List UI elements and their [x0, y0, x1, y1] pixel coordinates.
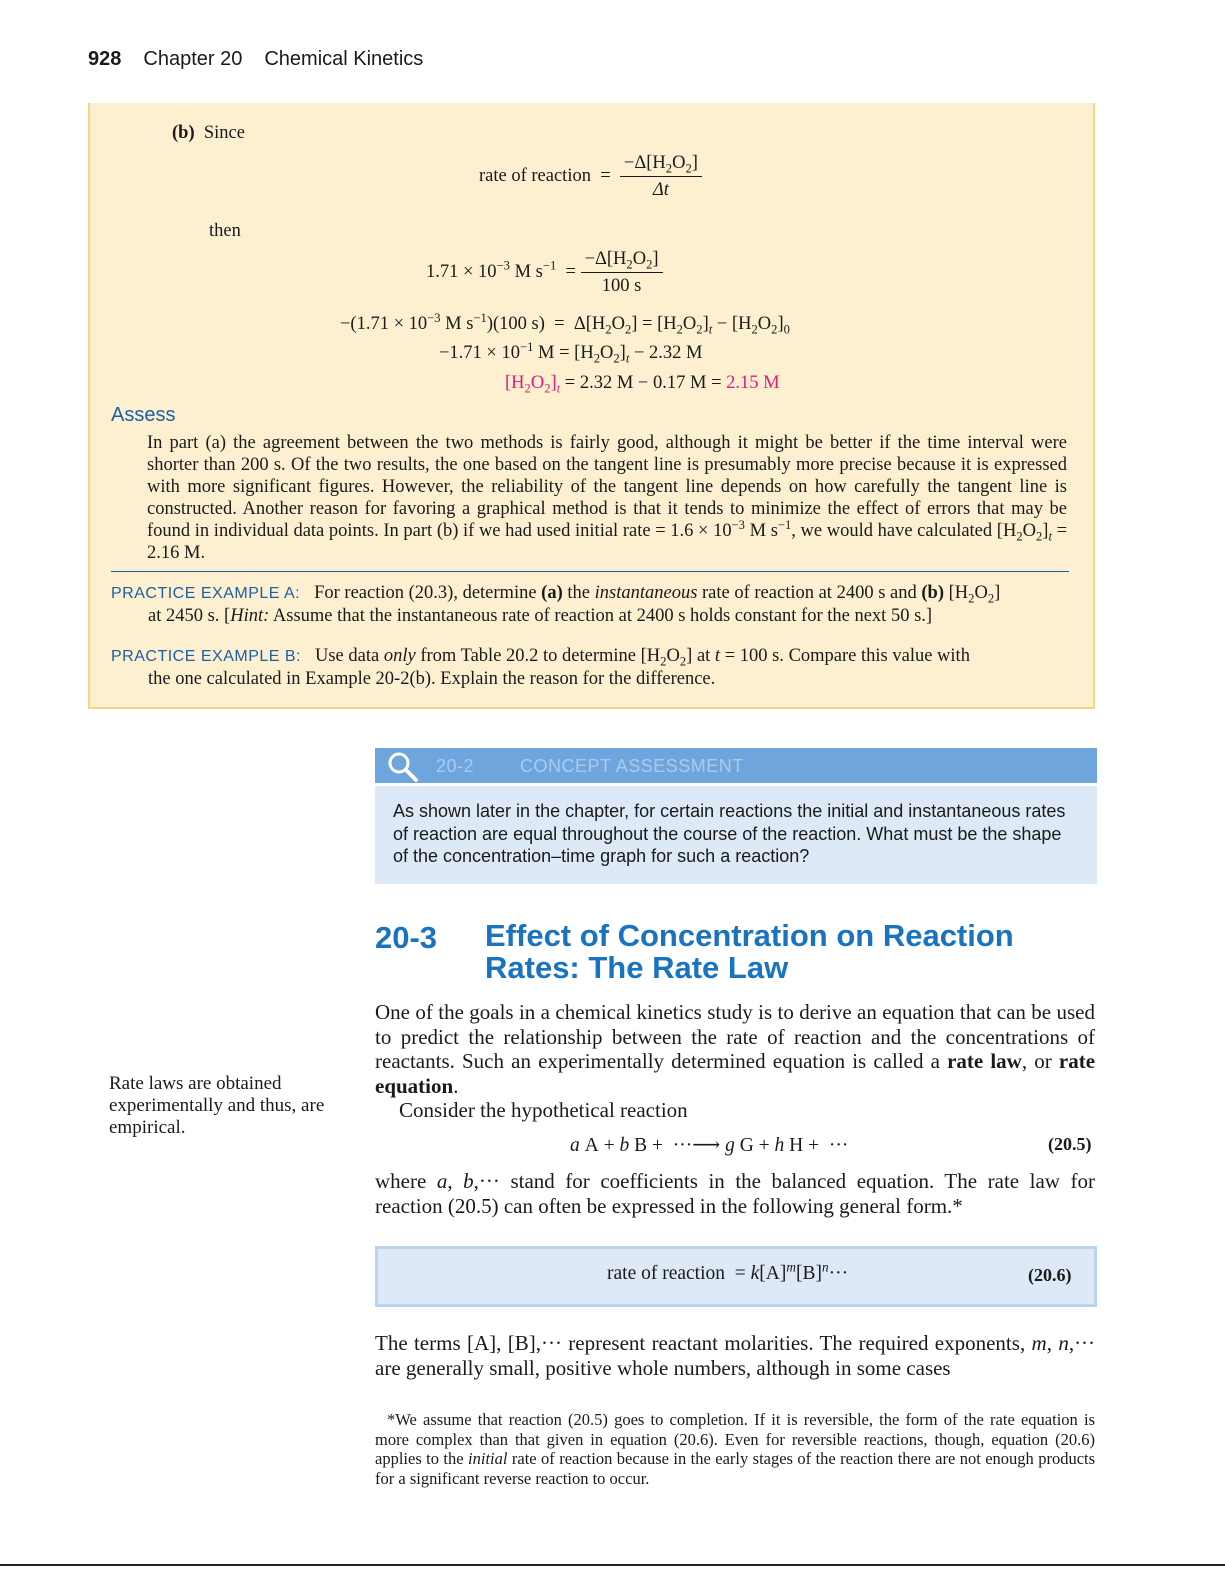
- term-rate-law: rate law: [947, 1049, 1022, 1073]
- substitution-equation: $-1.71 \times 10^{-1}$ $M = [H_2O_2]_t - 2.32$ M: [439, 339, 703, 366]
- rate-law-equation: rate of reaction = $k[A]^m[B]^n\cdot\cdot\cdot$: [607, 1259, 849, 1284]
- concept-assessment-title: CONCEPT ASSESSMENT: [520, 756, 744, 776]
- practice-b-label: PRACTICE EXAMPLE B:: [111, 648, 301, 665]
- section-number: 20-3: [375, 920, 438, 955]
- final-answer-equation: $[H_2O_2]_t = 2.32$ M − 0.17 M = 2.15 M: [505, 373, 780, 396]
- concept-assessment-number: 20-2: [436, 756, 475, 776]
- intro-paragraph: One of the goals in a chemical kinetics study is to derive an equation that can be used to predict the relationship between the rate of reaction and the concentrations of reactants. Such an experimentally determined equation is called a rate law, or rate equation.: [375, 1000, 1096, 1098]
- then-text: then: [209, 221, 241, 241]
- chapter-title: Chemical Kinetics: [264, 48, 424, 70]
- delta-equation: $-(1.71 \times 10^{-3}$ M $s^{-1})(100$ $s) = \Delta[H_2O_2] = [H_2O_2]_t - [H_2O_2]_0$: [340, 310, 790, 337]
- practice-example-b: PRACTICE EXAMPLE B: Use data only from Table 20.2 to determine $[H_2O_2]$ at t = 100 s. Compare this value with the one calculated in Example 20-2(b). Explain the reason for the difference.: [111, 646, 970, 689]
- final-answer: 2.15 M: [726, 373, 780, 393]
- since-text: Since: [203, 123, 245, 143]
- equation-number-20-6: (20.6): [1028, 1265, 1072, 1285]
- general-reaction-equation: a A + b B + ···⟶ g G + h H + ···: [570, 1135, 849, 1156]
- concept-assessment-body: As shown later in the chapter, for certain reactions the initial and instantaneous rates of reaction are equal throughout the course of the reaction. What must be the shape of the concentration–time graph for such a reaction?: [375, 786, 1097, 884]
- exponents-paragraph: The terms [A], [B],··· represent reactant molarities. The required exponents, m, n,··· are generally small, positive whole numbers, although in some cases: [375, 1331, 1096, 1380]
- chapter-label: Chapter 20: [143, 48, 243, 70]
- rate-value-equation: $1.71 \times 10^{-3}$ M $s^{-1}$ = $\frac{-\Delta[H_2O_2]}{100 s}$: [426, 248, 663, 297]
- equation-number-20-5: (20.5): [1048, 1134, 1092, 1154]
- rate-definition-equation: rate of reaction = $\frac{-\Delta[H_2O_2]}{\Delta t}$: [479, 152, 702, 201]
- assess-divider: [111, 571, 1069, 572]
- page-bottom-rule: [0, 1564, 1225, 1566]
- assess-heading: Assess: [111, 404, 176, 426]
- practice-a-label: PRACTICE EXAMPLE A:: [111, 585, 301, 602]
- practice-example-a: PRACTICE EXAMPLE A: For reaction (20.3), determine (a) the instantaneous rate of reaction at 2400 s and (b) $[H_2O_2]$ at 2450 s. [Hint: Assume that the instantaneous rate of reaction at 2400 s holds constant for the next 50 s.]: [111, 583, 1001, 626]
- running-header: [88, 48, 423, 71]
- rate-lhs: rate of reaction: [479, 165, 591, 186]
- rate-fraction: $\frac{-\Delta[H_2O_2]}{\Delta t}$: [620, 152, 702, 201]
- part-b-intro: [172, 122, 245, 144]
- footnote: *We assume that reaction (20.5) goes to completion. If it is reversible, the form of the rate equation is more complex than that given in equation (20.6). Even for reversible reactions, though, equation (20.6) applies to the initial rate of reaction because in the early stages of the reaction there are not enough products for a significant reverse reaction to occur.: [375, 1410, 1096, 1488]
- hypothetical-paragraph: Consider the hypothetical reaction: [399, 1098, 688, 1122]
- section-title: Effect of Concentration on Reaction Rates: The Rate Law: [485, 918, 1014, 985]
- term-rate-equation: rate equation: [375, 1049, 1096, 1098]
- part-b-label: (b): [172, 123, 195, 143]
- assess-paragraph: In part (a) the agreement between the two methods is fairly good, although it might be better if the time interval were shorter than 200 s. Of the two results, the one based on the tangent line is presumably more precise because it is expressed with more significant figures. However, the reliability of the tangent line depends on how carefully the tangent line is constructed. Another reason for favoring a graphical method is that it tends to minimize the effect of errors that may be found in individual data points. In part (b) if we had used initial rate = $1.6 \times 10^{-3}$ M $s^{-1}$, we would have calculated $[H_2O_2]_t = 2.16$ M.: [147, 433, 1068, 563]
- page-number: 928: [88, 48, 122, 70]
- magnifier-icon: [386, 751, 420, 783]
- coefficients-paragraph: where a, b,··· stand for coefficients in the balanced equation. The rate law for reaction (20.5) can often be expressed in the following general form.*: [375, 1169, 1095, 1218]
- margin-note: Rate laws are obtained experimentally and thus, are empirical.: [109, 1073, 325, 1138]
- value-fraction: $\frac{-\Delta[H_2O_2]}{100 s}$: [581, 248, 663, 297]
